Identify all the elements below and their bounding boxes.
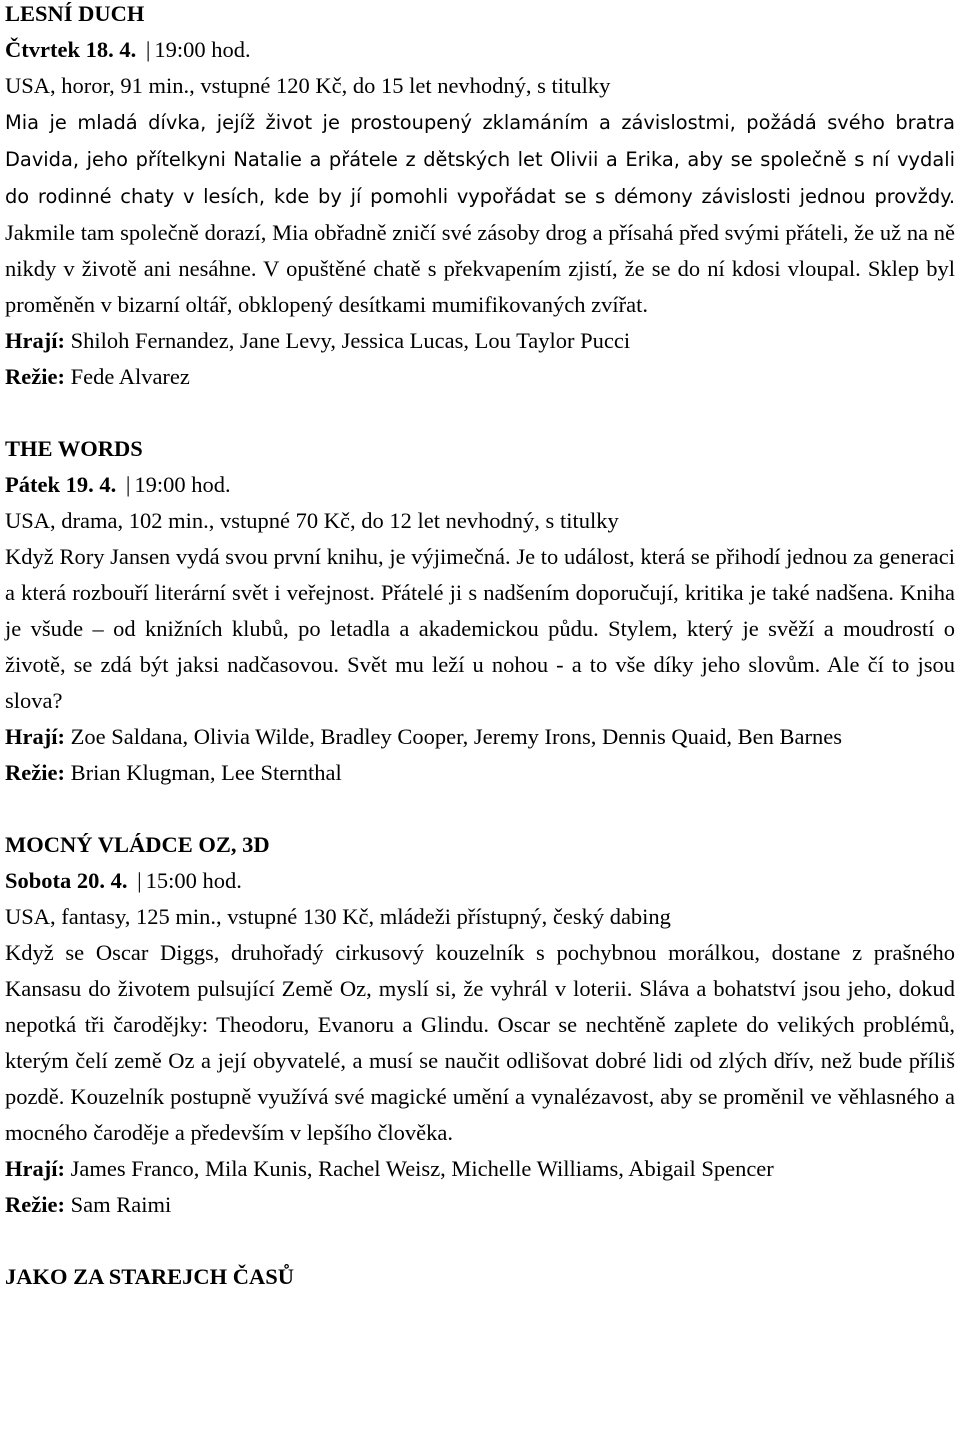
director-line <box>5 359 955 395</box>
director-label: Režie: <box>5 1192 65 1217</box>
movie-description-part-2: Jakmile tam společně dorazí, Mia obřadně zničí své zásoby drog a přísahá před svými přáteli, že už na ně nikdy v životě ani nesáhne. V opuštěné chatě s překvapením zjistí, že se do ní kdosi vloupal. Sklep byl proměněn v bizarní oltář, obklopený desítkami mumifikovaných zvířat. <box>5 220 955 317</box>
director-label: Režie: <box>5 364 65 389</box>
movie-description: Když se Oscar Diggs, druhořadý cirkusový kouzelník s pochybnou morálkou, dostane z prašného Kansasu do životem pulsující Země Oz, myslí si, že vyhrál v loterii. Sláva a bohatství jsou jeho, dokud nepotká tři čarodějky: Theodoru, Evanoru a Glindu. Oscar se nechtěně zaplete do velikých problémů, kterým čelí země Oz a její obyvatelé, a musí se naučit odlišovat dobré lidi od zlých dřív, než bude příliš pozdě. Kouzelník postupně využívá své magické umění a vynalézavost, aby se proměnil ve věhlasného a mocného čaroděje a především v lepšího člověka. <box>5 940 955 1145</box>
screening-time: 19:00 hod. <box>154 37 251 62</box>
screening-date-line <box>5 467 955 503</box>
screening-day: Čtvrtek 18. 4. <box>5 37 137 62</box>
date-separator: | <box>145 37 151 62</box>
movie-description-part-1: Mia je mladá dívka, jejíž život je prostoupený zklamáním a závislostmi, požádá svého bratra Davida, jeho přítelkyni Natalie a přátele z dětských let Olivii a Erika, aby se společně s ní vydali do rodinné chaty v lesích, kde by jí pomohli vypořádat se s démony závislosti jednou provždy. <box>5 111 955 208</box>
screening-time: 19:00 hod. <box>134 472 231 497</box>
program-page <box>5 0 955 1295</box>
director-name: Sam Raimi <box>70 1192 172 1217</box>
cast-label: Hrají: <box>5 724 65 749</box>
movie-info: USA, fantasy, 125 min., vstupné 130 Kč, mládeži přístupný, český dabing <box>5 904 671 929</box>
movie-info: USA, horor, 91 min., vstupné 120 Kč, do 15 let nevhodný, s titulky <box>5 73 611 98</box>
cast-line <box>5 323 955 359</box>
cast-line <box>5 719 955 755</box>
movie-description <box>5 104 955 323</box>
screening-day: Sobota 20. 4. <box>5 868 128 893</box>
movie-title: LESNÍ DUCH <box>5 1 145 26</box>
cast-label: Hrají: <box>5 328 65 353</box>
movie-title: MOCNÝ VLÁDCE OZ, 3D <box>5 832 270 857</box>
date-separator: | <box>125 472 131 497</box>
screening-time: 15:00 hod. <box>145 868 242 893</box>
cast-names: James Franco, Mila Kunis, Rachel Weisz, Michelle Williams, Abigail Spencer <box>70 1156 774 1181</box>
cast-names: Zoe Saldana, Olivia Wilde, Bradley Cooper, Jeremy Irons, Dennis Quaid, Ben Barnes <box>70 724 842 749</box>
movie-listing-mocny-vladce-oz <box>5 827 955 1223</box>
date-separator: | <box>137 868 142 893</box>
movie-description: Když Rory Jansen vydá svou první knihu, je výjimečná. Je to událost, která se přihodí jednou za generaci a která rozbouří literární svět i veřejnost. Přátelé ji s nadšením doporučují, kritika je také nadšena. Kniha je všude – od knižních klubů, po letadla a akademickou půdu. Stylem, který je svěží a moudrostí o životě, se zdá být jaksi nadčasovou. Svět mu leží u nohou - a to vše díky jeho slovům. Ale čí to jsou slova? <box>5 544 955 713</box>
movie-listing-jako-za-starejch-casu <box>5 1259 955 1295</box>
director-line <box>5 755 955 791</box>
movie-title: JAKO ZA STAREJCH ČASŮ <box>5 1264 295 1289</box>
director-label: Režie: <box>5 760 65 785</box>
cast-line <box>5 1151 955 1187</box>
screening-day: Pátek 19. 4. <box>5 472 117 497</box>
cast-label: Hrají: <box>5 1156 65 1181</box>
movie-title: THE WORDS <box>5 436 143 461</box>
movie-info: USA, drama, 102 min., vstupné 70 Kč, do 12 let nevhodný, s titulky <box>5 508 619 533</box>
director-name: Fede Alvarez <box>70 364 190 389</box>
screening-date-line <box>5 32 955 68</box>
screening-date-line <box>5 863 955 899</box>
director-line <box>5 1187 955 1223</box>
movie-listing-lesni-duch <box>5 0 955 395</box>
director-name: Brian Klugman, Lee Sternthal <box>70 760 342 785</box>
movie-listing-the-words <box>5 431 955 791</box>
cast-names: Shiloh Fernandez, Jane Levy, Jessica Lucas, Lou Taylor Pucci <box>70 328 631 353</box>
